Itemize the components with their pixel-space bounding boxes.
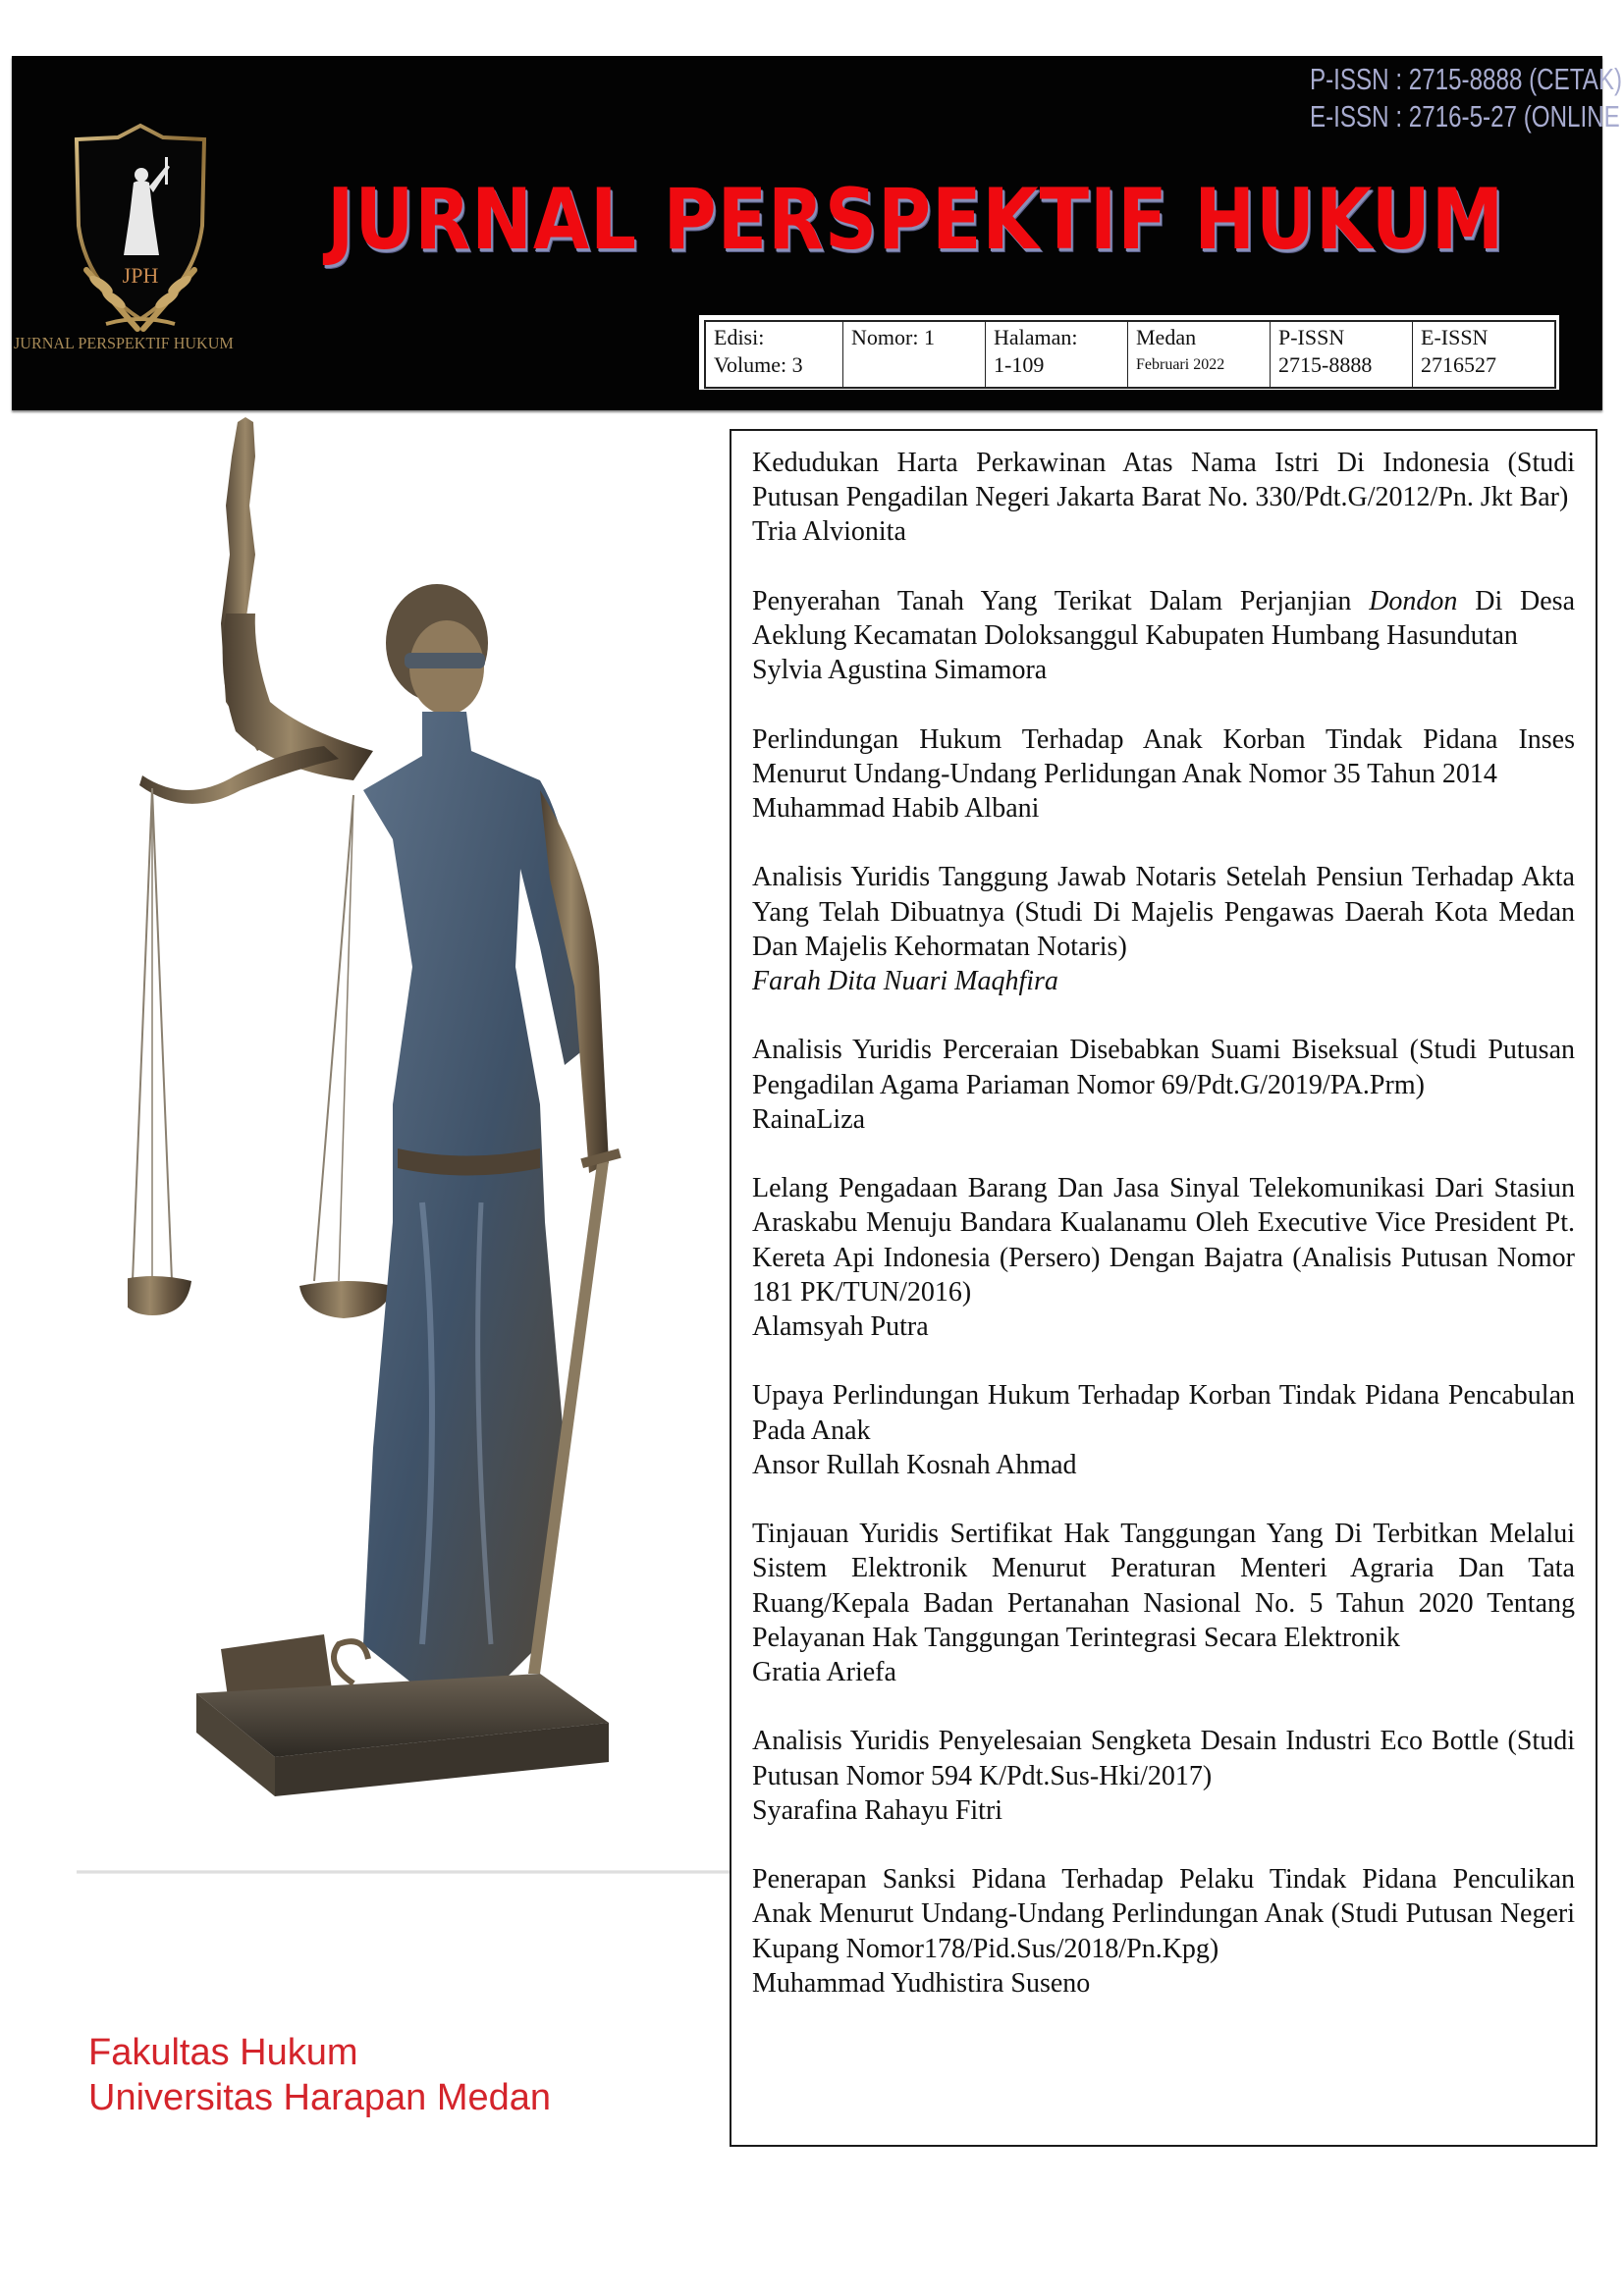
- logo-caption: JURNAL PERSPEKTIF HUKUM: [14, 334, 234, 352]
- lady-justice-statue-icon: [128, 417, 697, 1860]
- issue-info-table: [699, 315, 1559, 390]
- faculty-name: Fakultas Hukum: [88, 2032, 358, 2073]
- article-author: Ansor Rullah Kosnah Ahmad: [752, 1449, 1077, 1480]
- article-title: Penerapan Sanksi Pidana Terhadap Pelaku Tindak Pidana Penculikan Anak Menurut Undang-Undang Perlindungan Anak (Studi Putusan Negeri Kupang Nomor178/Pid.Sus/2018/Pn.Kpg): [752, 1864, 1575, 1964]
- article-author: Muhammad Yudhistira Suseno: [752, 1967, 1091, 1999]
- article-title: Kedudukan Harta Perkawinan Atas Nama Istri Di Indonesia (Studi Putusan Pengadilan Negeri Jakarta Barat No. 330/Pdt.G/2012/Pn. Jkt Bar): [752, 448, 1575, 513]
- info-cell-place-date: Medan Februari 2022: [1128, 322, 1271, 387]
- toc-entry: [752, 1724, 1575, 1828]
- article-author: Muhammad Habib Albani: [752, 793, 1040, 824]
- article-author: Alamsyah Putra: [752, 1311, 929, 1342]
- toc-entry: [752, 1517, 1575, 1689]
- lady-justice-image: [128, 417, 697, 1860]
- university-name: Universitas Harapan Medan: [88, 2077, 552, 2118]
- article-title: Penyerahan Tanah Yang Terikat Dalam Perjanjian Dondon Di Desa Aeklung Kecamatan Doloksanggul Kabupaten Humbang Hasundutan: [752, 585, 1575, 651]
- toc-entry: [752, 1862, 1575, 2001]
- shield-emblem-icon: [57, 118, 224, 344]
- article-author: RainaLiza: [752, 1103, 866, 1135]
- article-author: Farah Dita Nuari Maqhfira: [752, 966, 1058, 996]
- toc-entry: [752, 584, 1575, 688]
- info-cell-edition: Edisi: Volume: 3: [706, 322, 843, 387]
- toc-entry: [752, 860, 1575, 998]
- article-author: Sylvia Agustina Simamora: [752, 655, 1048, 686]
- article-author: Gratia Ariefa: [752, 1657, 896, 1687]
- article-title: Upaya Perlindungan Hukum Terhadap Korban Tindak Pidana Pencabulan Pada Anak: [752, 1380, 1575, 1446]
- info-cell-pages: Halaman: 1-109: [986, 322, 1128, 387]
- article-title: Analisis Yuridis Perceraian Disebabkan Suami Biseksual (Studi Putusan Pengadilan Agama Pariaman Nomor 69/Pdt.G/2019/PA.Prm): [752, 1035, 1575, 1100]
- toc-entry: [752, 1033, 1575, 1137]
- info-cell-print-issn: P-ISSN 2715-8888: [1271, 322, 1413, 387]
- article-author: Tria Alvionita: [752, 516, 906, 548]
- article-title: Analisis Yuridis Tanggung Jawab Notaris Setelah Pensiun Terhadap Akta Yang Telah Dibuatnya (Studi Di Majelis Pengawas Daerah Kota Medan Dan Majelis Kehormatan Notaris): [752, 862, 1575, 962]
- toc-entry: [752, 722, 1575, 827]
- journal-title: JURNAL PERSPEKTIF HUKUM: [327, 171, 1505, 269]
- info-cell-online-issn: E-ISSN 2716527: [1421, 325, 1496, 377]
- article-title: Perlindungan Hukum Terhadap Anak Korban Tindak Pidana Inses Menurut Undang-Undang Perlidungan Anak Nomor 35 Tahun 2014: [752, 723, 1575, 789]
- toc-entry: [752, 446, 1575, 550]
- print-issn: P-ISSN : 2715-8888 (CETAK): [1310, 62, 1623, 96]
- logo-monogram: JPH: [122, 263, 159, 288]
- info-cell-number: Nomor: 1: [843, 322, 986, 387]
- toc-entry: [752, 1378, 1575, 1482]
- publisher-block: [88, 2030, 551, 2120]
- article-author: Syarafina Rahayu Fitri: [752, 1794, 1003, 1826]
- issn-header: [1310, 61, 1622, 135]
- article-title: Tinjauan Yuridis Sertifikat Hak Tanggungan Yang Di Terbitkan Melalui Sistem Elektronik Menurut Peraturan Menteri Agraria Dan Tata Ruang/Kepala Badan Pertanahan Nasional No. 5 Tahun 2020 Tentang Pelayanan Hak Tanggungan Terintegrasi Secara Elektronik: [752, 1519, 1575, 1653]
- journal-logo: [57, 118, 224, 344]
- table-of-contents: [752, 446, 1575, 2035]
- article-title: Analisis Yuridis Penyelesaian Sengketa Desain Industri Eco Bottle (Studi Putusan Nomor 594 K/Pdt.Sus-Hki/2017): [752, 1726, 1575, 1791]
- toc-entry: [752, 1171, 1575, 1344]
- article-title: Lelang Pengadaan Barang Dan Jasa Sinyal Telekomunikasi Dari Stasiun Araskabu Menuju Bandara Kualanamu Oleh Executive Vice President Pt. Kereta Api Indonesia (Persero) Dengan Bajatra (Analisis Putusan Nomor 181 PK/TUN/2016): [752, 1173, 1575, 1308]
- divider-line: [77, 1870, 730, 1874]
- online-issn: E-ISSN : 2716-5-27 (ONLINE: [1310, 99, 1620, 133]
